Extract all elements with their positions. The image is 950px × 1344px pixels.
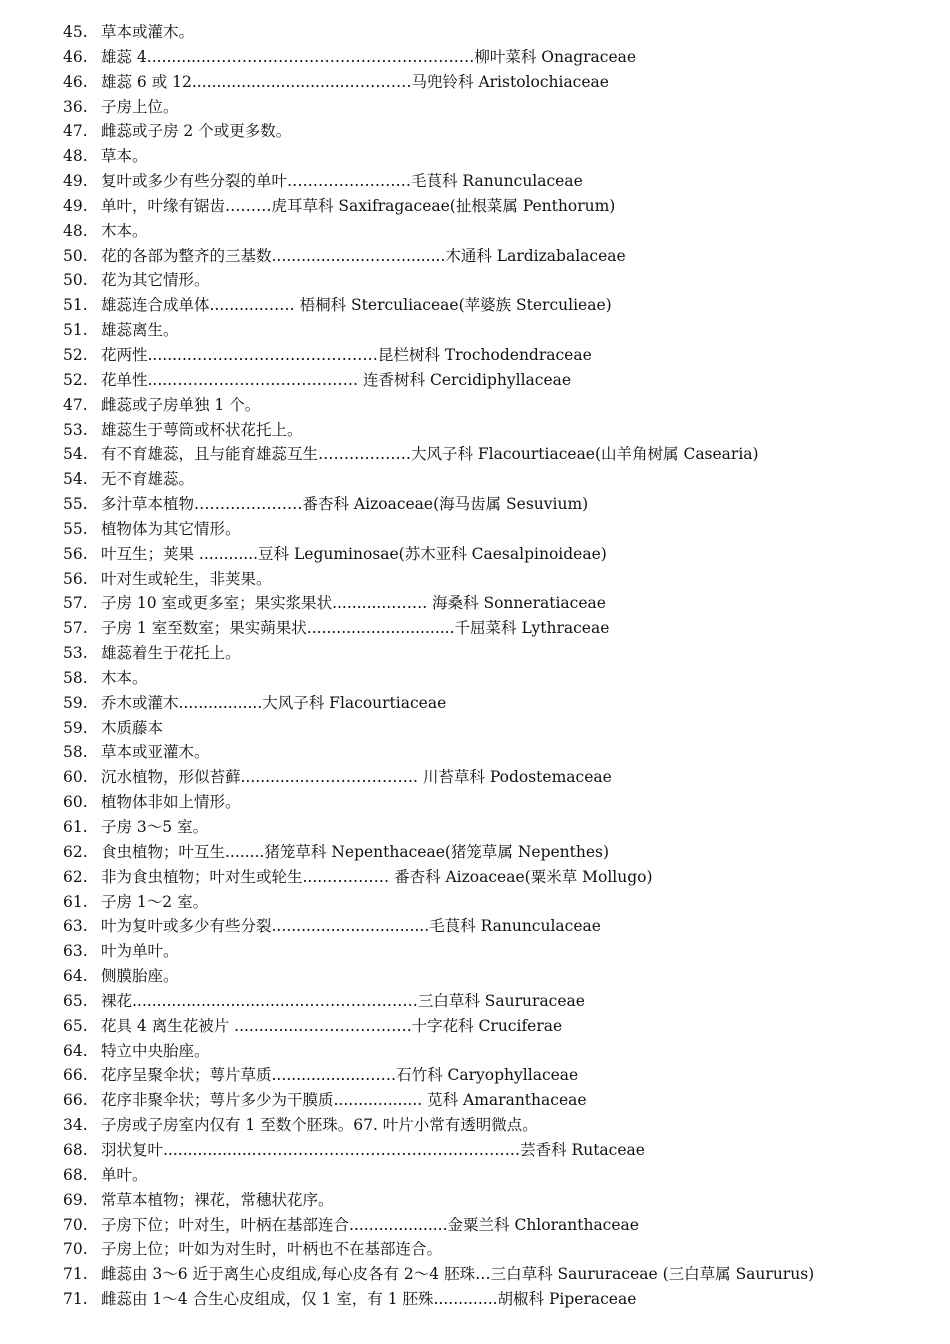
key-line [63, 1237, 943, 1262]
key-line-number: 65. [63, 1016, 88, 1035]
key-line [63, 293, 943, 318]
key-line-text: 草本或亚灌木。 [101, 743, 210, 762]
key-line-text: 草本或灌木。 [101, 23, 195, 41]
key-line-number: 65. [63, 991, 88, 1010]
key-line-number: 48. [63, 147, 88, 166]
key-line [63, 393, 943, 418]
key-line [63, 765, 943, 790]
key-line [63, 1063, 943, 1088]
key-line-number: 48. [63, 221, 88, 240]
key-line [63, 542, 943, 567]
key-line-text: 雌蕊由 3～6 近于离生心皮组成,每心皮各有 2～4 胚珠…三白草科 Saururaceae (三白草属 Saururus) [101, 1265, 815, 1284]
key-line [63, 964, 943, 989]
key-line-text: 子房上位；叶如为对生时，叶柄也不在基部连合。 [101, 1240, 443, 1259]
key-line-number: 56. [63, 544, 88, 563]
key-line-number: 55. [63, 519, 88, 538]
key-line-number: 58. [63, 668, 88, 687]
key-line-text: 植物体非如上情形。 [101, 793, 241, 812]
key-line-text: 叶为单叶。 [101, 942, 179, 961]
key-line [63, 144, 943, 169]
key-line-number: 50. [63, 246, 88, 265]
key-line-text: 食虫植物；叶互生........猪笼草科 Nepenthaceae(猪笼草属 Nepenthes) [101, 842, 610, 861]
key-line-number: 52. [63, 345, 88, 364]
key-line-text: 花的各部为整齐的三基数....................…….........木通科 Lardizabalaceae [101, 246, 626, 265]
key-line [63, 1014, 943, 1039]
key-line [63, 740, 943, 765]
key-line [63, 1088, 943, 1113]
key-line-text: 雄蕊着生于花托上。 [101, 644, 241, 663]
key-line [63, 45, 943, 70]
key-line-number: 34. [63, 1116, 88, 1135]
key-line-text: 羽状复叶...................……………………………………………芸香科 Rutaceae [101, 1140, 645, 1159]
key-line [63, 418, 943, 443]
key-line-text: 花具 4 离生花被片 .............………………….十字花科 Cruciferae [101, 1016, 563, 1035]
key-line-text: 子房 10 室或更多室；果实浆果状............……. 海桑科 Sonneratiaceae [101, 594, 606, 613]
key-line [63, 815, 943, 840]
key-line [63, 616, 943, 641]
key-line [63, 790, 943, 815]
key-line-text: 特立中央胎座。 [101, 1041, 210, 1060]
key-line-number: 52. [63, 370, 88, 389]
key-line [63, 95, 943, 120]
key-line-text: 子房或子房室内仅有 1 至数个胚珠。67. 叶片小常有透明微点。 [101, 1116, 538, 1135]
key-line-number: 62. [63, 867, 88, 886]
key-line-text: 雌蕊或子房单独 1 个。 [101, 395, 261, 414]
key-line-text: 子房上位。 [101, 97, 179, 116]
key-line-number: 71. [63, 1290, 88, 1309]
key-line-number: 51. [63, 321, 88, 340]
key-line-number: 57. [63, 619, 88, 638]
key-line-number: 63. [63, 917, 88, 936]
key-line-text: 雌蕊或子房 2 个或更多数。 [101, 122, 292, 141]
key-line-text: 雌蕊由 1～4 合生心皮组成，仅 1 室，有 1 胚殊.............胡椒科 Piperaceae [101, 1290, 637, 1309]
key-line-number: 46. [63, 72, 88, 91]
key-line [63, 1262, 943, 1287]
key-line-number: 63. [63, 942, 88, 961]
key-line [63, 442, 943, 467]
key-line [63, 268, 943, 293]
key-line-text: 雄蕊生于萼筒或杯状花托上。 [101, 420, 303, 439]
key-line-number: 64. [63, 1041, 88, 1060]
key-line [63, 343, 943, 368]
key-line-number: 36. [63, 97, 88, 116]
key-line-text: 叶为复叶或多少有些分裂................................毛茛科 Ranunculaceae [101, 917, 601, 936]
key-line [63, 840, 943, 865]
key-line-text: 多汁草本植物…………………番杏科 Aizoaceae(海马齿属 Sesuvium) [101, 495, 589, 514]
key-line-text: 花单性.....……………………………… 连香树科 Cercidiphyllaceae [101, 370, 572, 389]
key-line-text: 花两性.........………………………………昆栏树科 Trochodendraceae [101, 345, 592, 364]
key-line [63, 70, 943, 95]
key-line-number: 59. [63, 693, 88, 712]
key-line [63, 492, 943, 517]
key-line-text: 花为其它情形。 [101, 271, 210, 290]
key-line-number: 70. [63, 1215, 88, 1234]
key-line-text: 花序非聚伞状；萼片多少为干膜质.................. 苋科 Amaranthaceae [101, 1091, 587, 1110]
key-line-text: 木质藤本 [101, 718, 164, 737]
key-line-number: 49. [63, 172, 88, 191]
key-line-text: 侧膜胎座。 [101, 967, 179, 986]
key-line-text: 木本。 [101, 668, 148, 687]
key-line-text: 单叶，叶缘有锯齿………虎耳草科 Saxifragaceae(扯根菜属 Penthorum) [101, 196, 616, 215]
key-line-number: 54. [63, 470, 88, 489]
key-line-text: 叶对生或轮生，非荚果。 [101, 569, 272, 588]
key-line-text: 植物体为其它情形。 [101, 519, 241, 538]
key-line-number: 59. [63, 718, 88, 737]
key-document [63, 20, 943, 1312]
key-line [63, 716, 943, 741]
key-line [63, 517, 943, 542]
key-line [63, 467, 943, 492]
key-line-number: 45. [63, 23, 88, 41]
key-line-text: 子房 3～5 室。 [101, 818, 209, 836]
key-line [63, 1188, 943, 1213]
key-line-text: 花序呈聚伞状；萼片草质...................……石竹科 Caryophyllaceae [101, 1066, 579, 1085]
key-line [63, 1138, 943, 1163]
key-line-number: 53. [63, 420, 88, 439]
key-line-text: 木本。 [101, 221, 148, 240]
key-line-text: 雄蕊连合成单体...........…… 梧桐科 Sterculiaceae(苹婆族 Sterculieae) [101, 296, 612, 315]
key-line-text: 复叶或多少有些分裂的单叶……………………毛茛科 Ranunculaceae [101, 172, 583, 191]
key-line [63, 890, 943, 915]
key-line-number: 64. [63, 967, 88, 986]
key-line-text: 子房 1～2 室。 [101, 892, 209, 911]
key-line-number: 50. [63, 271, 88, 290]
key-line-text: 子房下位；叶对生，叶柄在基部连合....................金粟兰科 Chloranthaceae [101, 1215, 639, 1234]
key-line [63, 244, 943, 269]
key-line-number: 68. [63, 1165, 88, 1184]
key-line-number: 66. [63, 1066, 88, 1085]
key-line-text: 雄蕊 6 或 12................................…………马兜铃科 Aristolochiaceae [101, 72, 609, 91]
key-line [63, 989, 943, 1014]
key-line [63, 169, 943, 194]
key-line [63, 1213, 943, 1238]
key-line-text: 非为食虫植物；叶对生或轮生.....………… 番杏科 Aizoaceae(粟米草 Mollugo) [101, 867, 653, 886]
key-line [63, 567, 943, 592]
key-line-text: 子房 1 室至数室；果实蒴果状..............................千屈菜科 Lythraceae [101, 619, 610, 638]
key-line-number: 55. [63, 495, 88, 514]
key-line-text: 常草本植物；裸花，常穗状花序。 [101, 1190, 334, 1209]
key-line-number: 60. [63, 768, 88, 787]
key-line-number: 66. [63, 1091, 88, 1110]
key-line-number: 47. [63, 122, 88, 141]
key-line [63, 1113, 943, 1138]
key-line-text: 沉水植物，形似苔藓.............…………………. 川苔草科 Podostemaceae [101, 768, 612, 787]
key-line-text: 有不育雄蕊，且与能育雄蕊互生………………大风子科 Flacourtiaceae(山羊角树属 Casearia) [101, 445, 759, 464]
key-line-text: 乔木或灌木.................大风子科 Flacourtiaceae [101, 693, 447, 712]
key-line-number: 62. [63, 842, 88, 861]
key-line [63, 318, 943, 343]
key-line-text: 雄蕊 4.............……………………………………………柳叶菜科 Onagraceae [101, 47, 637, 66]
key-line [63, 194, 943, 219]
key-line-number: 61. [63, 892, 88, 911]
key-line-number: 70. [63, 1240, 88, 1259]
key-line-number: 56. [63, 569, 88, 588]
key-line [63, 1163, 943, 1188]
key-line-text: 裸花....................................…………………三白草科 Saururaceae [101, 991, 585, 1010]
key-line-number: 58. [63, 743, 88, 762]
key-line-number: 68. [63, 1140, 88, 1159]
key-line-text: 无不育雄蕊。 [101, 470, 195, 489]
key-line-text: 雄蕊离生。 [101, 321, 179, 340]
key-line-number: 60. [63, 793, 88, 812]
key-line-number: 61. [63, 818, 88, 836]
key-line [63, 914, 943, 939]
key-line-number: 71. [63, 1265, 88, 1284]
key-line [63, 691, 943, 716]
key-line [63, 20, 943, 45]
key-line-text: 叶互生；荚果 ............豆科 Leguminosae(苏木亚科 Caesalpinoideae) [101, 544, 607, 563]
key-line [63, 368, 943, 393]
key-line-number: 47. [63, 395, 88, 414]
key-line [63, 1039, 943, 1064]
key-line [63, 666, 943, 691]
key-line-number: 49. [63, 196, 88, 215]
key-line-number: 51. [63, 296, 88, 315]
key-line [63, 939, 943, 964]
key-line-number: 69. [63, 1190, 88, 1209]
key-line [63, 591, 943, 616]
key-line-number: 57. [63, 594, 88, 613]
key-line [63, 219, 943, 244]
key-line [63, 641, 943, 666]
key-line [63, 119, 943, 144]
key-line-number: 54. [63, 445, 88, 464]
key-line-number: 46. [63, 47, 88, 66]
key-line-text: 单叶。 [101, 1165, 148, 1184]
key-line [63, 1287, 943, 1312]
key-line [63, 865, 943, 890]
key-line-number: 53. [63, 644, 88, 663]
key-line-text: 草本。 [101, 147, 148, 166]
